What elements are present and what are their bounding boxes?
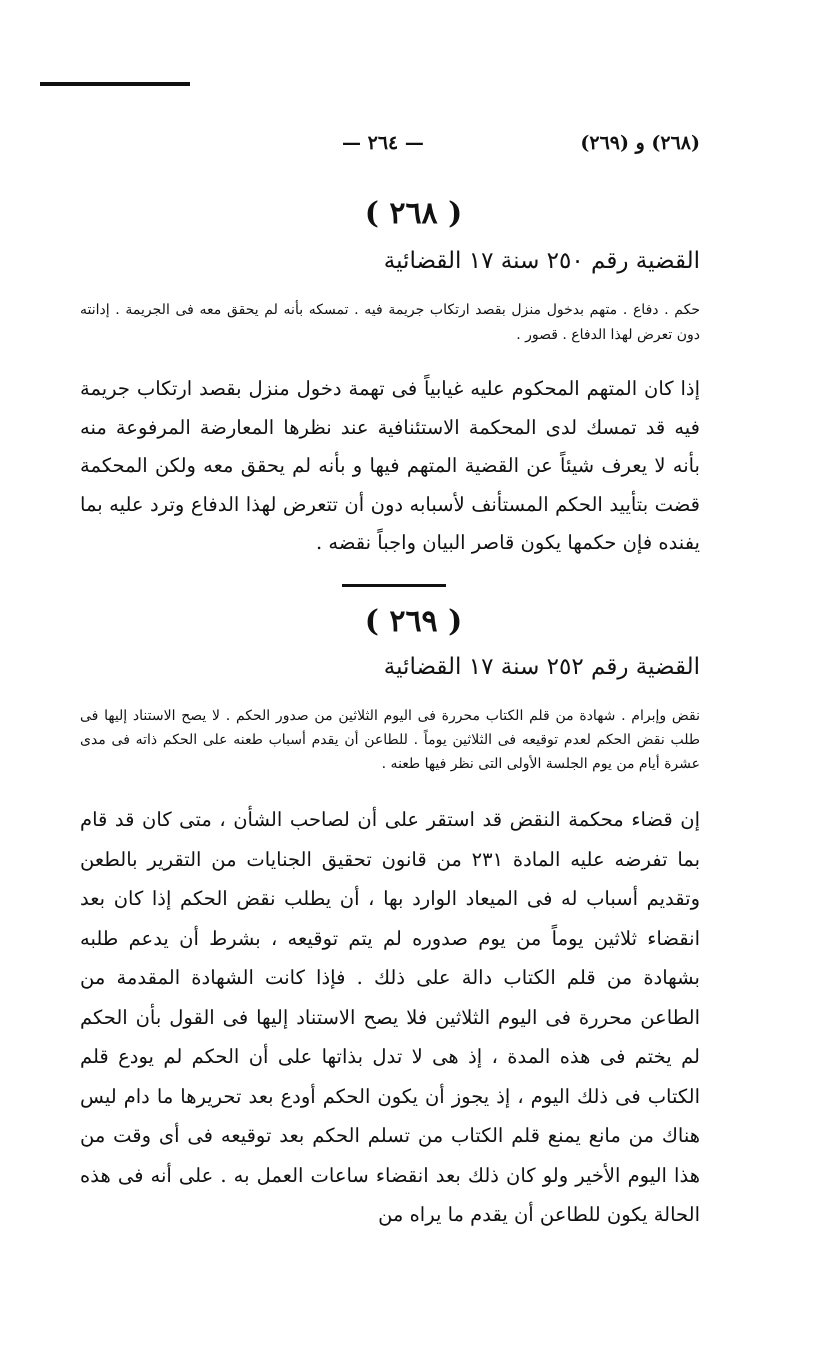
case-title: القضية رقم ٢٥٠ سنة ١٧ القضائية: [383, 248, 700, 274]
running-title: (٢٦٨) و (٢٦٩): [580, 132, 700, 154]
case-body: إن قضاء محكمة النقض قد استقر على أن لصاحب الشأن ، متى كان قد قام بما تفرضه عليه المادة ٢٣١ من قانون تحقيق الجنايات من التقرير بالطعن وتقديم أسباب له فى الميعاد الوارد بها ، أن يطلب نقض الحكم إذا كان بعد انقضاء ثلاثين يوماً من يوم صدوره لم يتم توقيعه ، بشرط أن يدعم طلبه بشهادة من قلم الكتاب دالة على ذلك . فإذا كانت الشهادة المقدمة من الطاعن محررة فى اليوم الثلاثين فلا يصح الاستناد إليها فى القول بأن الحكم لم يختم فى هذه المدة ، إذ هى لا تدل بذاتها على أن الحكم لم يودع قلم الكتاب فى ذلك اليوم ، إذ يجوز أن يكون الحكم أودع بعد تحريرها ما دام ليس هناك من مانع يمنع قلم الكتاب من تسلم الحكم بعد توقيعه فى أى وقت من هذا اليوم الأخير ولو كان ذلك بعد انقضاء ساعات العمل به . على أنه فى هذه الحالة يكون للطاعن أن يقدم ما يراه من: [80, 808, 701, 1226]
top-rule: [40, 82, 190, 86]
case-title: القضية رقم ٢٥٢ سنة ١٧ القضائية: [383, 654, 700, 680]
case-summary: نقض وإبرام . شهادة من قلم الكتاب محررة فى اليوم الثلاثين من صدور الحكم . لا يصح الاستناد إليها فى طلب نقض الحكم لعدم توقيعه فى الثلاثين يوماً . للطاعن أن يقدم أسباب طعنه على الحكم ذاته فى مدى عشرة أيام من يوم الجلسة الأولى التى نظر فيها طعنه .: [80, 708, 700, 772]
page-header: [80, 132, 700, 162]
case-number: ( ٢٦٨ ): [364, 196, 463, 231]
case-body: إذا كان المتهم المحكوم عليه غيابياً فى تهمة دخول منزل بقصد ارتكاب جريمة فيه قد تمسك لدى المحكمة الاستئنافية عند نظرها المعارضة المرفوعة منه بأنه لا يعرف شيئاً عن القضية المتهم فيها و بأنه لم يحقق معه ولكن المحكمة قضت بتأييد الحكم المستأنف لأسبابه دون أن تتعرض لهذا الدفاع وترد عليه بما يفنده فإن حكمها يكون قاصر البيان واجباً نقضه .: [80, 377, 700, 554]
case-summary: حكم . دفاع . متهم بدخول منزل بقصد ارتكاب جريمة فيه . تمسكه بأنه لم يحقق معه فى الجريمة . إدانته دون تعرض لهذا الدفاع . قصور .: [80, 302, 700, 343]
page-number: — ٢٦٤ —: [342, 132, 424, 154]
case-number: ( ٢٦٩ ): [364, 604, 463, 639]
section-divider: [342, 584, 446, 587]
